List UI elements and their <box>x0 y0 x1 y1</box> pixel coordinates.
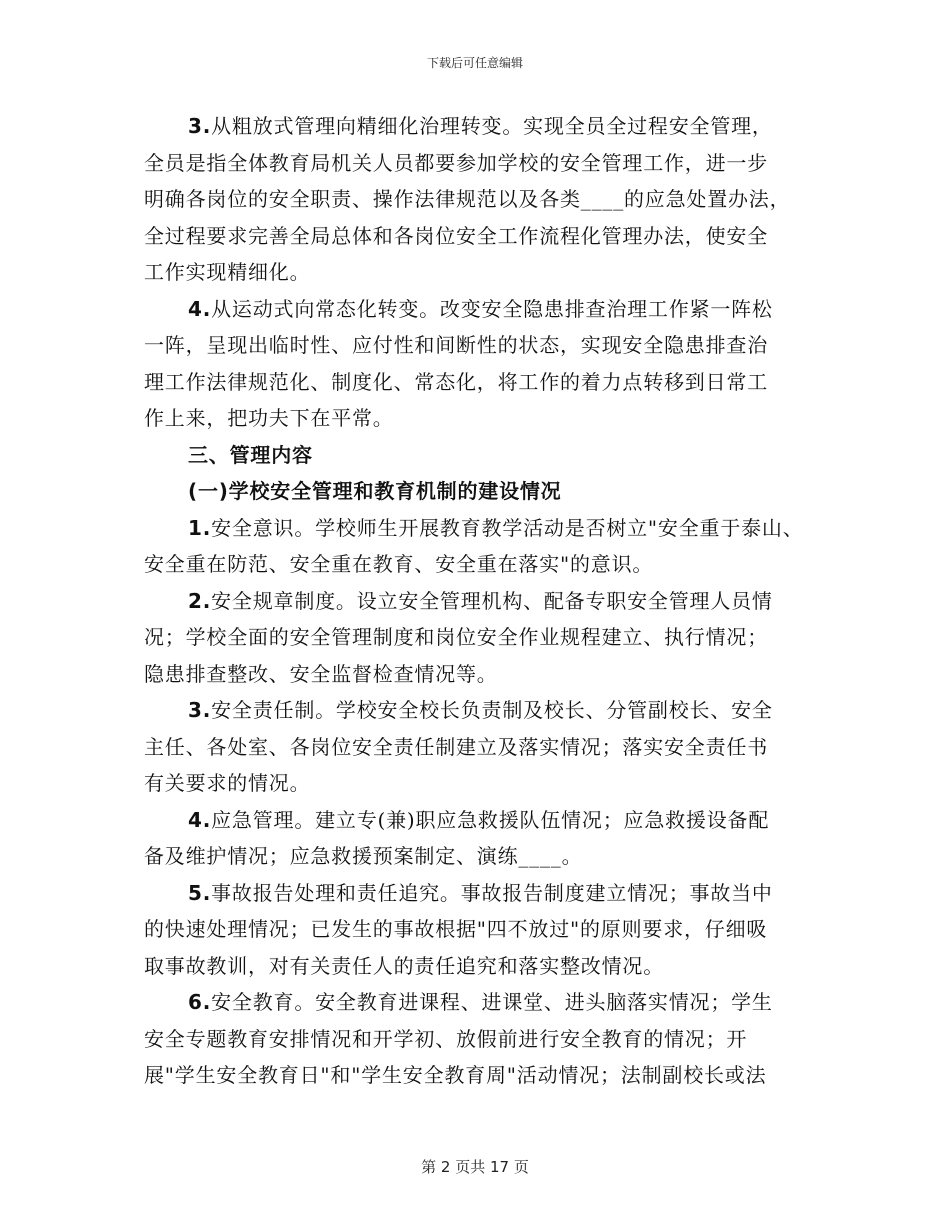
line-text: 安全教育。安全教育进课程、进课堂、进头脑落实情况；学生 <box>211 990 773 1014</box>
line-text: 事故报告处理和责任追究。事故报告制度建立情况；事故当中 <box>211 880 773 905</box>
paragraph-line <box>144 875 824 912</box>
paragraph-line <box>144 984 824 1021</box>
paragraph <box>144 510 824 583</box>
line-text: 安全重在防范、安全重在教育、安全重在落实"的意识。 <box>144 552 654 576</box>
paragraph-line <box>144 546 824 583</box>
paragraph <box>144 108 824 291</box>
section-heading <box>144 473 824 510</box>
paragraph-line <box>144 181 824 218</box>
paragraph <box>144 291 824 437</box>
item-number: 3. <box>188 114 212 138</box>
heading-text: 三、管理内容 <box>188 442 313 467</box>
item-number: 6. <box>188 990 212 1014</box>
line-text: 安全责任制。学校安全校长负责制及校长、分管副校长、安全 <box>211 698 773 722</box>
paragraph <box>144 692 824 802</box>
paragraph-line <box>144 108 824 145</box>
line-text: 取事故教训，对有关责任人的责任追究和落实整改情况。 <box>144 953 664 978</box>
paragraph <box>144 984 824 1094</box>
line-text: 备及维护情况；应急救援预案制定、演练____。 <box>144 844 583 868</box>
paragraph-line <box>144 1057 824 1094</box>
paragraph-line <box>144 656 824 693</box>
line-text: 安全意识。学校师生开展教育教学活动是否树立"安全重于泰山、 <box>211 515 804 540</box>
paragraph-line <box>144 218 824 255</box>
paragraph-line <box>144 327 824 364</box>
line-text: 理工作法律规范化、制度化、常态化，将工作的着力点转移到日常工 <box>144 369 768 394</box>
line-text: 明确各岗位的安全职责、操作法律规范以及各类____的应急处置办法， <box>144 187 791 211</box>
line-text: 一阵，呈现出临时性、应付性和间断性的状态，实现安全隐患排查治 <box>144 333 768 357</box>
line-text: 从运动式向常态化转变。改变安全隐患排查治理工作紧一阵松 <box>211 296 773 321</box>
item-number: 4. <box>188 296 212 321</box>
line-text: 安全规章制度。设立安全管理机构、配备专职安全管理人员情 <box>211 588 773 613</box>
page-footer: 第 2 页共 17 页 <box>421 1158 529 1176</box>
paragraph <box>144 875 824 985</box>
line-text: 从粗放式管理向精细化治理转变。实现全员全过程安全管理， <box>211 114 773 138</box>
line-text: 隐患排查整改、安全监督检查情况等。 <box>144 661 498 686</box>
paragraph-line <box>144 948 824 985</box>
heading-text: (一)学校安全管理和教育机制的建设情况 <box>188 479 562 503</box>
item-number: 3. <box>188 698 212 722</box>
line-text: 展"学生安全教育日"和"学生安全教育周"活动情况；法制副校长或法 <box>144 1063 767 1087</box>
paragraph-line <box>144 254 824 291</box>
paragraph-line <box>144 291 824 328</box>
page-header: 下载后可任意编辑 <box>426 56 523 70</box>
line-text: 全员是指全体教育局机关人员都要参加学校的安全管理工作，进一步 <box>144 150 768 175</box>
paragraph-line <box>144 838 824 875</box>
paragraph-line <box>144 583 824 620</box>
paragraph <box>144 583 824 693</box>
paragraph-line <box>144 692 824 729</box>
paragraph-line <box>144 765 824 802</box>
paragraph <box>144 802 824 875</box>
line-text: 应急管理。建立专(兼)职应急救援队伍情况；应急救援设备配 <box>211 807 770 832</box>
paragraph-line <box>144 911 824 948</box>
paragraph-line <box>144 729 824 766</box>
paragraph-line <box>144 1021 824 1058</box>
paragraph-line <box>144 364 824 401</box>
item-number: 4. <box>188 807 212 832</box>
line-text: 工作实现精细化。 <box>144 260 311 284</box>
line-text: 的快速处理情况；已发生的事故根据"四不放过"的原则要求，仔细吸 <box>144 917 768 941</box>
line-text: 全过程要求完善全局总体和各岗位安全工作流程化管理办法，使安全 <box>144 223 768 248</box>
line-text: 有关要求的情况。 <box>144 771 311 795</box>
paragraph-line <box>144 145 824 182</box>
paragraph-line <box>144 802 824 839</box>
item-number: 2. <box>188 588 212 613</box>
line-text: 主任、各处室、各岗位安全责任制建立及落实情况；落实安全责任书 <box>144 734 768 759</box>
document-body <box>144 108 824 1094</box>
section-heading <box>144 437 824 474</box>
paragraph-line <box>144 619 824 656</box>
paragraph-line <box>144 510 824 547</box>
paragraph-line <box>144 400 824 437</box>
item-number: 5. <box>188 880 212 905</box>
line-text: 作上来，把功夫下在平常。 <box>144 406 394 430</box>
item-number: 1. <box>188 515 212 540</box>
line-text: 安全专题教育安排情况和开学初、放假前进行安全教育的情况；开 <box>144 1026 748 1051</box>
line-text: 况；学校全面的安全管理制度和岗位安全作业规程建立、执行情况； <box>144 625 768 649</box>
